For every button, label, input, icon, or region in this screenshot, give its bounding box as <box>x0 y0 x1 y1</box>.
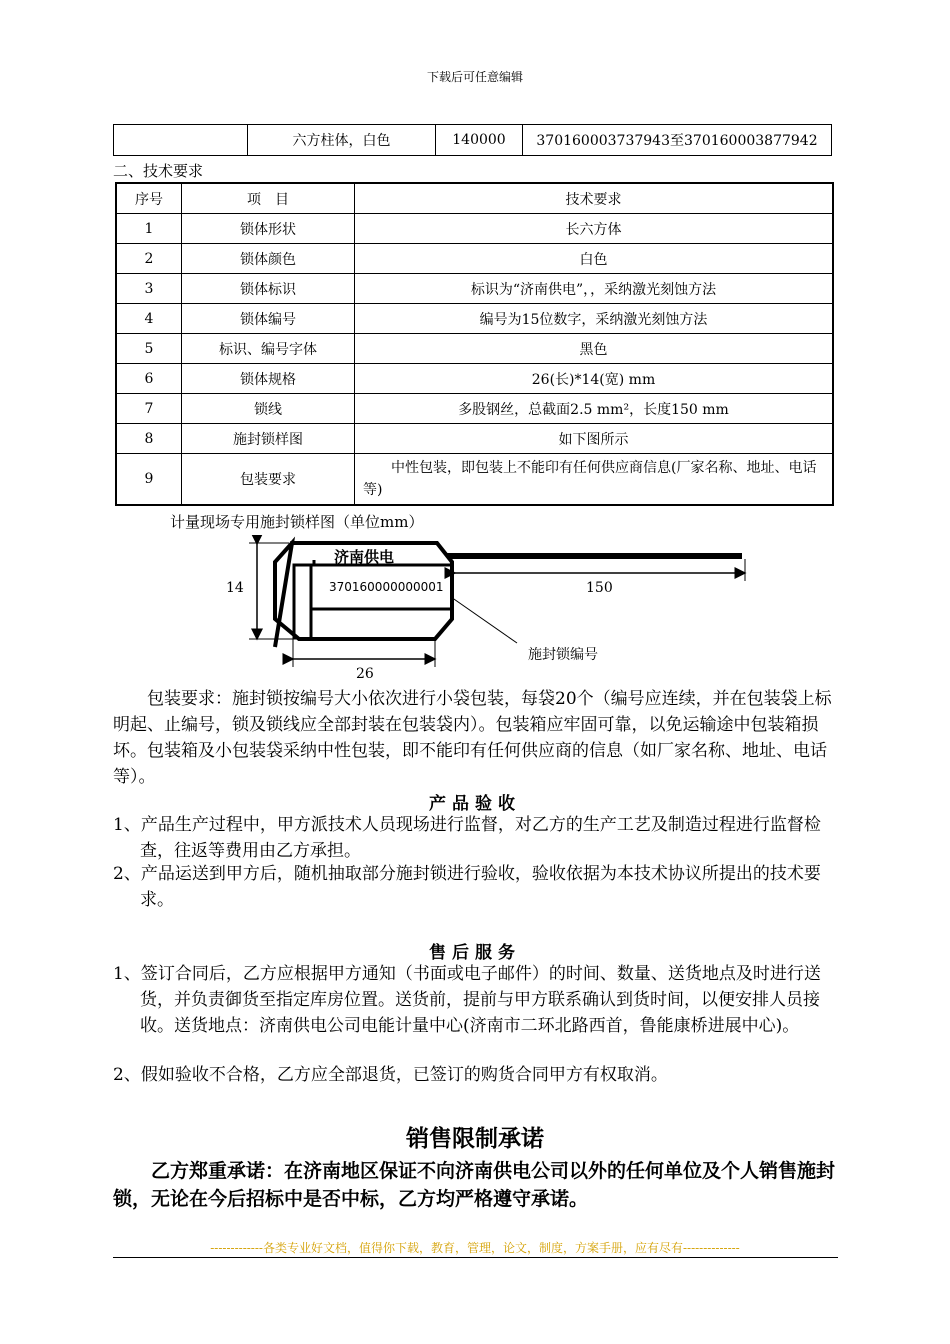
table-cell: 5 <box>116 334 182 364</box>
table-cell: 3 <box>116 274 182 304</box>
dim-width-label: 26 <box>356 666 374 682</box>
table-row <box>116 454 833 506</box>
table-row <box>116 394 833 424</box>
table-cell: 标识、编号字体 <box>182 334 355 364</box>
footer-divider <box>113 1257 838 1258</box>
tech-requirements-table <box>115 182 834 506</box>
table-cell: 7 <box>116 394 182 424</box>
section-title: 二、技术要求 <box>113 162 204 180</box>
column-header: 技术要求 <box>355 183 834 214</box>
restriction-text: 乙方郑重承诺：在济南地区保证不向济南供电公司以外的任何单位及个人销售施封锁，无论在今后招标中是否中标，乙方均严格遵守承诺。 <box>113 1160 836 1210</box>
table-cell: 长六方体 <box>355 214 834 244</box>
table-row <box>116 304 833 334</box>
wire-shape <box>447 553 742 559</box>
table-cell: 370160003737943至370160003877942 <box>523 125 832 156</box>
dim-height-label: 14 <box>226 580 244 596</box>
table-cell: 如下图所示 <box>355 424 834 454</box>
table-row <box>114 125 832 156</box>
table-cell: 中性包装，即包装上不能印有任何供应商信息(厂家名称、地址、电话等) <box>355 454 834 506</box>
table-cell: 1 <box>116 214 182 244</box>
figure-caption: 计量现场专用施封锁样图（单位mm） <box>170 513 424 531</box>
list-item: 2、产品运送到甲方后，随机抽取部分施封锁进行验收，验收依据为本技术协议所提出的技术要求。 <box>113 864 821 910</box>
table-cell: 4 <box>116 304 182 334</box>
page-header-note: 下载后可任意编辑 <box>426 70 523 84</box>
column-header: 项 目 <box>182 183 355 214</box>
table-cell: 9 <box>116 454 182 506</box>
table-cell: 锁体标识 <box>182 274 355 304</box>
list-item: 1、产品生产过程中，甲方派技术人员现场进行监督，对乙方的生产工艺及制造过程进行监督检查，往返等费用由乙方承担。 <box>113 815 821 861</box>
table-cell: 锁体编号 <box>182 304 355 334</box>
dim-wire-label: 150 <box>586 580 613 596</box>
table-row <box>116 214 833 244</box>
list-item: 2、假如验收不合格，乙方应全部退货，已签订的购货合同甲方有权取消。 <box>113 1065 668 1085</box>
table-cell: 锁体规格 <box>182 364 355 394</box>
table-cell: 编号为15位数字，采纳激光刻蚀方法 <box>355 304 834 334</box>
table-cell <box>114 125 248 156</box>
table-cell: 锁线 <box>182 394 355 424</box>
acceptance-title: 产品验收 <box>429 794 521 814</box>
lock-number: 370160000000001 <box>329 580 444 594</box>
table-row <box>116 364 833 394</box>
table-cell: 26(长)*14(宽) mm <box>355 364 834 394</box>
list-item: 1、签订合同后，乙方应根据甲方通知（书面或电子邮件）的时间、数量、送货地点及时进行送货，并负责御货至指定库房位置。送货前，提前与甲方联系确认到货时间，以便安排人员接收。送货地点：济南供电公司电能计量中心(济南市二环北路西首，鲁能康桥进展中心)。 <box>113 964 821 1036</box>
number-callout: 施封锁编号 <box>528 647 598 663</box>
lock-label: 济南供电 <box>334 548 395 566</box>
table-cell: 多股钢丝，总截面2.5 mm²，长度150 mm <box>355 394 834 424</box>
supply-table-last-row <box>113 124 832 156</box>
table-row <box>116 424 833 454</box>
table-row <box>116 244 833 274</box>
seal-lock-diagram <box>215 535 755 675</box>
table-cell: 白色 <box>355 244 834 274</box>
table-cell: 6 <box>116 364 182 394</box>
table-cell: 黑色 <box>355 334 834 364</box>
table-cell: 140000 <box>436 125 523 156</box>
table-cell: 2 <box>116 244 182 274</box>
table-row <box>116 274 833 304</box>
table-header-row <box>116 183 833 214</box>
table-cell: 标识为“济南供电”，，采纳激光刻蚀方法 <box>355 274 834 304</box>
table-cell: 包装要求 <box>182 454 355 506</box>
footer-note: -------------各类专业好文档，值得你下载，教育，管理，论文，制度，方案手册，应有尽有-------------- <box>210 1241 740 1255</box>
table-cell: 锁体形状 <box>182 214 355 244</box>
table-cell: 8 <box>116 424 182 454</box>
table-cell: 施封锁样图 <box>182 424 355 454</box>
packaging-paragraph: 包装要求：施封锁按编号大小依次进行小袋包装，每袋20个（编号应连续，并在包装袋上标明起、止编号，锁及锁线应全部封装在包装袋内）。包装箱应牢固可靠，以免运输途中包装箱损坏。包装箱及小包装袋采纳中性包装，即不能印有任何供应商的信息（如厂家名称、地址、电话等）。 <box>113 689 832 787</box>
table-cell: 锁体颜色 <box>182 244 355 274</box>
after-sales-title: 售后服务 <box>429 943 521 963</box>
restriction-title: 销售限制承诺 <box>406 1126 544 1152</box>
table-row <box>116 334 833 364</box>
column-header: 序号 <box>116 183 182 214</box>
table-cell: 六方柱体，白色 <box>248 125 436 156</box>
